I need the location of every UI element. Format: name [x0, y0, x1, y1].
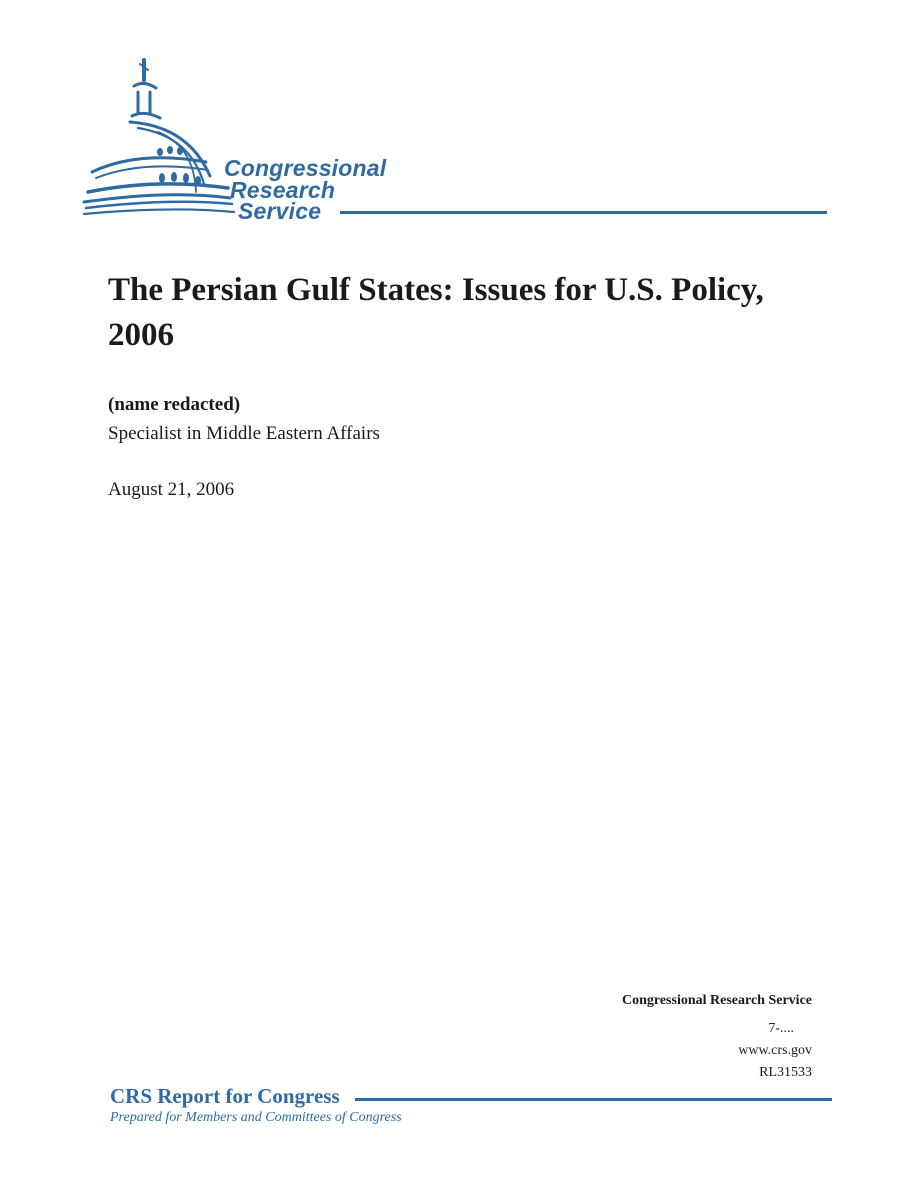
- header-rule: [340, 211, 827, 214]
- footer-info: [622, 990, 812, 1084]
- report-date: August 21, 2006: [108, 479, 235, 500]
- author-name: (name redacted): [108, 394, 241, 415]
- logo-text-congressional: Congressional: [224, 155, 387, 181]
- logo-text-service: Service: [238, 198, 322, 224]
- logo-text-research: Research: [230, 177, 336, 203]
- series-rule: [355, 1098, 832, 1101]
- footer-report-id: RL31533: [759, 1065, 812, 1080]
- series-subtitle: Prepared for Members and Committees of Congress: [110, 1110, 402, 1125]
- footer-organization: Congressional Research Service: [621, 993, 812, 1008]
- footer-number: 7-....: [768, 1021, 794, 1036]
- footer-website: www.crs.gov: [738, 1043, 812, 1058]
- author-role: Specialist in Middle Eastern Affairs: [108, 423, 380, 444]
- series-title: CRS Report for Congress: [110, 1084, 340, 1108]
- report-title: The Persian Gulf States: Issues for U.S. Policy, 2006: [108, 272, 764, 353]
